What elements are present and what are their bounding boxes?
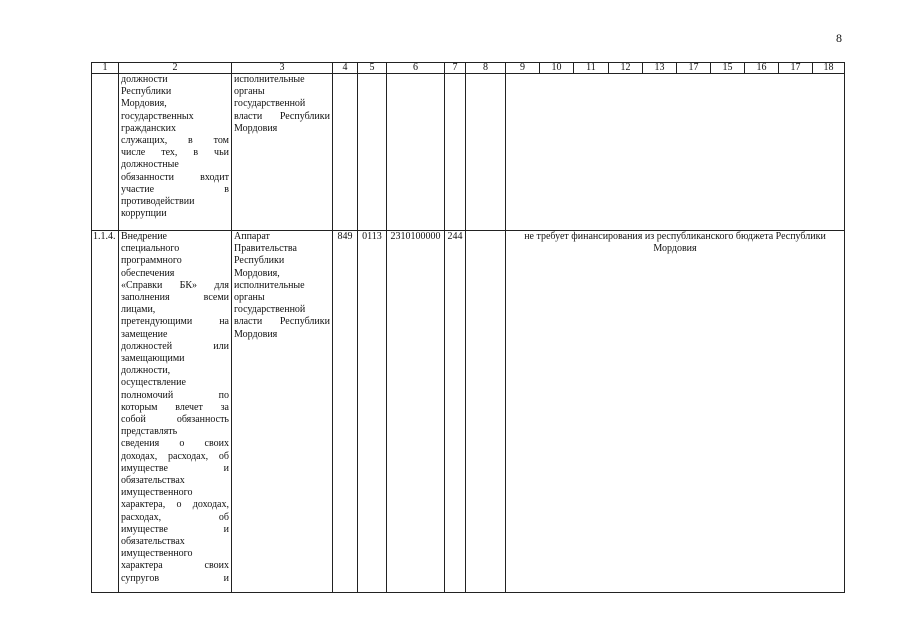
header-cell-8: 8: [466, 63, 506, 74]
header-cell-13: 13: [643, 63, 677, 74]
text-line: должности: [121, 74, 168, 85]
text-line: обязательствах: [121, 536, 185, 548]
text-line: исполнительные: [234, 279, 305, 291]
row2-item-number: 1.1.4.: [92, 231, 119, 593]
row2-col7: 244: [445, 231, 466, 593]
header-cell-15: 15: [711, 63, 745, 74]
text-line: специального: [121, 243, 180, 255]
text-line: гражданских: [121, 122, 176, 134]
row1-col8: [466, 74, 506, 231]
text-line: Мордовия: [234, 328, 278, 340]
financing-note: не требует финансирования из республиканского бюджета Республики Мордовия: [506, 231, 845, 593]
text-line: имущественного: [121, 548, 193, 560]
text-line: должностей или: [121, 340, 229, 352]
text-line: осуществление: [121, 377, 186, 389]
program-table: [91, 62, 845, 593]
table-row: [92, 74, 845, 231]
header-row: [92, 63, 845, 74]
text-line: обеспечения: [121, 267, 175, 279]
text-line: Внедрение: [121, 231, 167, 242]
text-line: должности,: [121, 365, 171, 377]
text-line: лицами,: [121, 304, 156, 316]
text-line: государственных: [121, 110, 194, 122]
text-line: имущественного: [121, 487, 193, 499]
row2-col2: [119, 231, 232, 593]
text-line: коррупции: [121, 208, 167, 220]
header-cell-7: 7: [445, 63, 466, 74]
row1-col7: [445, 74, 466, 231]
row1-col5: [358, 74, 387, 231]
text-line: имуществе и: [121, 462, 229, 474]
row2-col6: 2310100000: [387, 231, 445, 593]
text-line: расходах, об: [121, 511, 229, 523]
text-line: характера, о доходах,: [121, 499, 229, 511]
row1-col4: [333, 74, 358, 231]
header-cell-6: 6: [387, 63, 445, 74]
text-line: программного: [121, 255, 182, 267]
text-line: имуществе и: [121, 523, 229, 535]
text-line: Мордовия: [234, 122, 278, 134]
text-line: характера своих: [121, 560, 229, 572]
text-line: замещение: [121, 328, 168, 340]
text-line: Республики: [234, 255, 285, 267]
text-line: представлять: [121, 426, 178, 438]
row2-col3: [232, 231, 333, 593]
text-line: замещающими: [121, 353, 185, 365]
header-cell-14: 17: [677, 63, 711, 74]
text-line: власти Республики: [234, 316, 330, 328]
row1-col1: [92, 74, 119, 231]
header-cell-18: 18: [813, 63, 845, 74]
row1-col6: [387, 74, 445, 231]
text-line: обязанности входит: [121, 171, 229, 183]
text-line: Мордовия,: [234, 267, 280, 279]
text-line: числе тех, в чьи: [121, 147, 229, 159]
header-cell-4: 4: [333, 63, 358, 74]
header-cell-9: 9: [506, 63, 540, 74]
header-cell-3: 3: [232, 63, 333, 74]
text-line: обязательствах: [121, 475, 185, 487]
header-cell-17: 17: [779, 63, 813, 74]
text-line: Аппарат: [234, 231, 270, 242]
row2-col5: 0113: [358, 231, 387, 593]
text-line: противодействии: [121, 196, 195, 208]
text-line: сведения о своих: [121, 438, 229, 450]
text-line: органы: [234, 86, 265, 98]
text-line: должностные: [121, 159, 179, 171]
header-cell-5: 5: [358, 63, 387, 74]
text-line: органы: [234, 292, 265, 304]
header-cell-12: 12: [609, 63, 643, 74]
text-line: доходах, расходах, об: [121, 450, 229, 462]
row1-merged-cell: [506, 74, 845, 231]
text-line: Правительства: [234, 243, 297, 255]
header-cell-2: 2: [119, 63, 232, 74]
header-cell-16: 16: [745, 63, 779, 74]
text-line: полномочий по: [121, 389, 229, 401]
text-line: Мордовия,: [121, 98, 167, 110]
header-cell-11: 11: [574, 63, 609, 74]
header-cell-10: 10: [540, 63, 574, 74]
text-line: государственной: [234, 304, 306, 316]
page-number: 8: [836, 31, 842, 45]
row2-col8: [466, 231, 506, 593]
text-line: участие в: [121, 183, 229, 195]
text-line: «Справки БК» для: [121, 279, 229, 291]
header-cell-1: 1: [92, 63, 119, 74]
row1-col2: [119, 74, 232, 231]
row1-col3: [232, 74, 333, 231]
text-line: претендующими на: [121, 316, 229, 328]
text-line: супругов и: [121, 572, 229, 584]
text-line: заполнения всеми: [121, 292, 229, 304]
text-line: власти Республики: [234, 110, 330, 122]
text-line: которым влечет за: [121, 401, 229, 413]
text-line: Республики: [121, 86, 172, 98]
text-line: служащих, в том: [121, 135, 229, 147]
text-line: государственной: [234, 98, 306, 110]
text-line: исполнительные: [234, 74, 305, 85]
text-line: собой обязанность: [121, 414, 229, 426]
table-row: [92, 231, 845, 593]
row2-col4: 849: [333, 231, 358, 593]
